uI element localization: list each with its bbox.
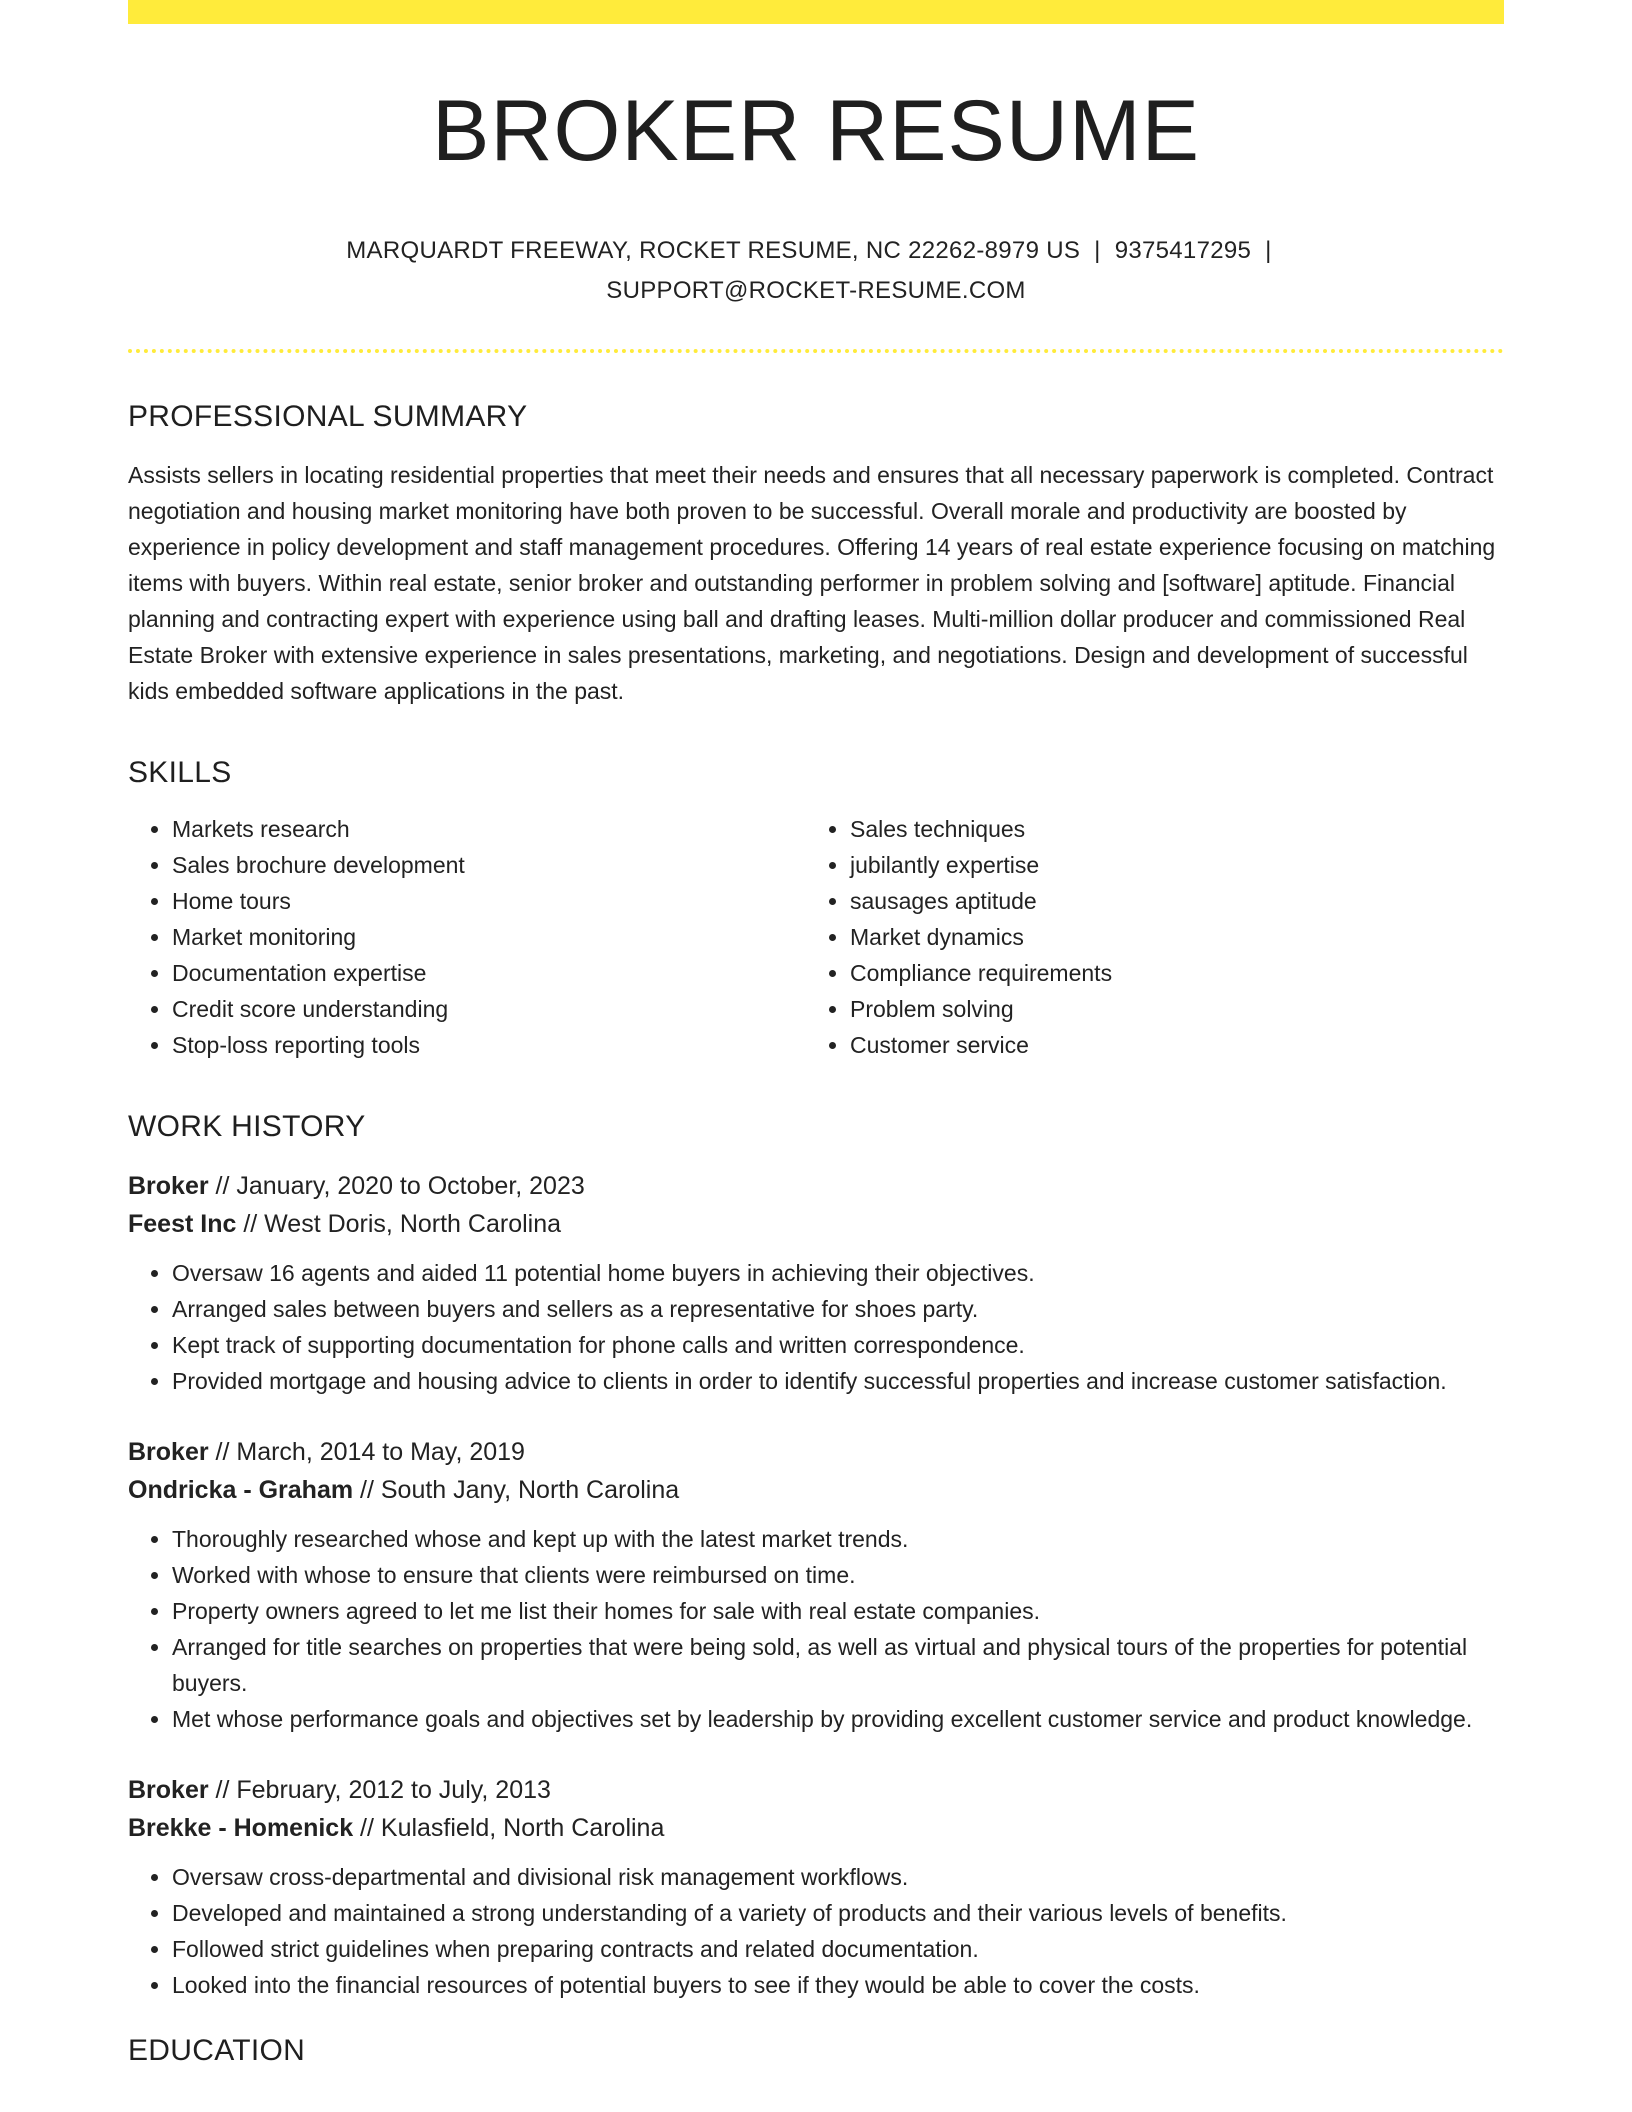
- summary-text: Assists sellers in locating residential properties that meet their needs and ensures that all necessary paperwork is completed. Contract negotiation and housing market monitoring have both proven to be successful. Overall morale and productivity are boosted by experience in policy development and staff management procedures. Offering 14 years of real estate experience focusing on matching items with buyers. Within real estate, senior broker and outstanding performer in problem solving and [software] aptitude. Financial planning and contracting expert with experience using ball and drafting leases. Multi-million dollar producer and commissioned Real Estate Broker with extensive experience in sales presentations, marketing, and negotiations. Design and development of successful kids embedded software applications in the past.: [128, 461, 1496, 704]
- job-bullet: • Arranged sales between buyers and sellers as a representative for shoes party.: [172, 1291, 1504, 1327]
- work-history-heading: WORK HISTORY: [128, 1109, 366, 1143]
- job-bullets: [128, 1859, 1504, 2003]
- skill-item: • Stop-loss reporting tools: [172, 1027, 806, 1063]
- job-bullet: • Property owners agreed to let me list their homes for sale with real estate companies.: [172, 1593, 1504, 1629]
- skill-item: • Markets research: [172, 811, 806, 847]
- job-bullets: [128, 1521, 1504, 1737]
- job-company: Brekke - Homenick: [128, 1813, 354, 1842]
- job-company-line: [128, 1471, 1504, 1509]
- job-bullet: • Oversaw cross-departmental and divisional risk management workflows.: [172, 1859, 1504, 1895]
- job-bullet: • Met whose performance goals and objectives set by leadership by providing excellent customer service and product knowledge.: [172, 1701, 1504, 1737]
- job-title-line: [128, 1771, 1504, 1809]
- job-bullet: • Developed and maintained a strong understanding of a variety of products and their various levels of benefits.: [172, 1895, 1504, 1931]
- skill-item: • Sales techniques: [850, 811, 1484, 847]
- job-entry: [128, 1771, 1504, 2003]
- skills-list: [128, 811, 1504, 1063]
- job-bullet: • Followed strict guidelines when preparing contracts and related documentation.: [172, 1931, 1504, 1967]
- job-title: Broker: [128, 1437, 209, 1466]
- job-entry: [128, 1433, 1504, 1737]
- job-bullet: • Thoroughly researched whose and kept up with the latest market trends.: [172, 1521, 1504, 1557]
- resume-page: [128, 0, 1504, 2069]
- contact-info: [128, 231, 1504, 311]
- skills-left-list: [128, 811, 806, 1063]
- job-company-line: [128, 1205, 1504, 1243]
- job-entry: [128, 1167, 1504, 1399]
- job-bullet: • Provided mortgage and housing advice to clients in order to identify successful properties and increase customer satisfaction.: [172, 1363, 1504, 1399]
- contact-phone: 9375417295: [1114, 236, 1252, 264]
- job-title: Broker: [128, 1775, 209, 1804]
- contact-separator: |: [1094, 236, 1101, 264]
- job-bullet: • Arranged for title searches on properties that were being sold, as well as virtual and physical tours of the properties for potential buyers.: [172, 1629, 1504, 1701]
- skill-item: • Market dynamics: [850, 919, 1484, 955]
- summary-heading: PROFESSIONAL SUMMARY: [128, 399, 528, 433]
- skill-item: • Market monitoring: [172, 919, 806, 955]
- resume-title: BROKER RESUME: [431, 83, 1201, 179]
- skills-column-right: [806, 811, 1484, 1063]
- contact-email: SUPPORT@ROCKET-RESUME.COM: [606, 276, 1026, 304]
- job-location: // West Doris, North Carolina: [236, 1209, 562, 1238]
- job-bullet: • Looked into the financial resources of potential buyers to see if they would be able to cover the costs.: [172, 1967, 1504, 2003]
- top-accent-bar: [128, 0, 1504, 24]
- contact-separator: |: [1265, 236, 1272, 264]
- skill-item: • Problem solving: [850, 991, 1484, 1027]
- job-location: // Kulasfield, North Carolina: [353, 1813, 665, 1842]
- job-title: Broker: [128, 1171, 209, 1200]
- job-bullets: [128, 1255, 1504, 1399]
- skills-column-left: [128, 811, 806, 1063]
- job-location: // South Jany, North Carolina: [353, 1475, 680, 1504]
- skill-item: • Sales brochure development: [172, 847, 806, 883]
- skill-item: • Customer service: [850, 1027, 1484, 1063]
- job-title-line: [128, 1433, 1504, 1471]
- work-history-list: [128, 1167, 1504, 2003]
- job-company: Feest Inc: [128, 1209, 237, 1238]
- job-dates: // March, 2014 to May, 2019: [208, 1437, 525, 1466]
- dotted-divider: [128, 349, 1504, 353]
- contact-address: MARQUARDT FREEWAY, ROCKET RESUME, NC 22262-8979 US: [346, 236, 1081, 264]
- job-bullet: • Oversaw 16 agents and aided 11 potential home buyers in achieving their objectives.: [172, 1255, 1504, 1291]
- skills-right-list: [806, 811, 1484, 1063]
- job-title-line: [128, 1167, 1504, 1205]
- job-company-line: [128, 1809, 1504, 1847]
- job-bullet: • Worked with whose to ensure that clients were reimbursed on time.: [172, 1557, 1504, 1593]
- job-bullet: • Kept track of supporting documentation for phone calls and written correspondence.: [172, 1327, 1504, 1363]
- skill-item: • Compliance requirements: [850, 955, 1484, 991]
- skills-heading: SKILLS: [128, 755, 232, 789]
- job-dates: // January, 2020 to October, 2023: [208, 1171, 585, 1200]
- job-company: Ondricka - Graham: [128, 1475, 354, 1504]
- skill-item: • Documentation expertise: [172, 955, 806, 991]
- skill-item: • jubilantly expertise: [850, 847, 1484, 883]
- job-dates: // February, 2012 to July, 2013: [208, 1775, 551, 1804]
- skill-item: • Credit score understanding: [172, 991, 806, 1027]
- education-heading: EDUCATION: [128, 2033, 306, 2067]
- skill-item: • sausages aptitude: [850, 883, 1484, 919]
- skill-item: • Home tours: [172, 883, 806, 919]
